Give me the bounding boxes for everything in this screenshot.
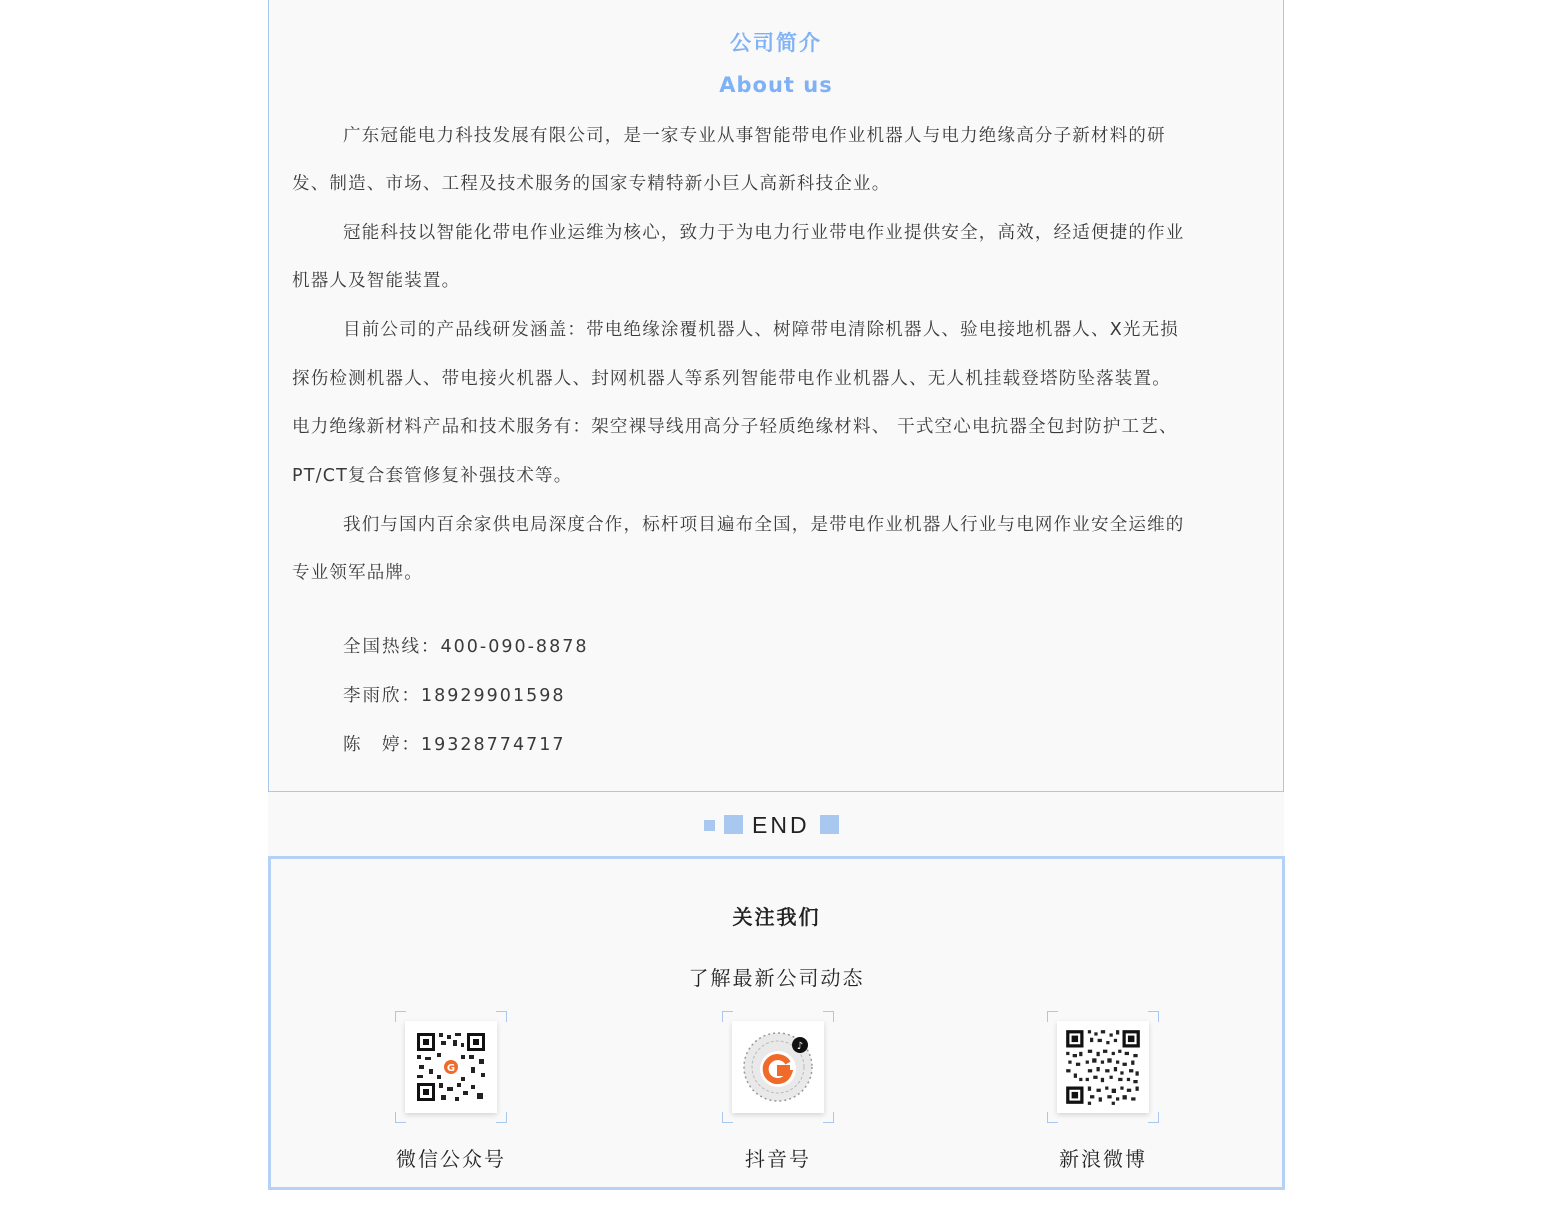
weibo-label[interactable]: 新浪微博 (1059, 1147, 1147, 1171)
svg-text:♪: ♪ (796, 1041, 804, 1052)
wechat-label[interactable]: 微信公众号 (396, 1147, 506, 1171)
decor-square (704, 820, 715, 831)
intro-paragraph-line: 我们与国内百余家供电局深度合作，标杆项目遍布全国，是带电作业机器人行业与电网作业安全运维的 (343, 515, 1185, 535)
company-intro-section (268, 0, 1284, 792)
douyin-label[interactable]: 抖音号 (745, 1147, 811, 1171)
intro-title-english: About us (719, 73, 833, 97)
end-label: END (752, 812, 810, 838)
weibo-qr-code-icon (1057, 1021, 1149, 1113)
wechat-qr-frame[interactable] (395, 1011, 507, 1123)
contact-person: 陈 婷：19328774717 (343, 735, 566, 755)
decor-square (724, 815, 743, 834)
follow-us-section (268, 856, 1285, 1190)
article-column (268, 0, 1284, 1190)
end-divider (268, 808, 1284, 844)
intro-paragraph-line: 广东冠能电力科技发展有限公司，是一家专业从事智能带电作业机器人与电力绝缘高分子新材料的研 (343, 126, 1166, 146)
wechat-qr-code-icon (405, 1021, 497, 1113)
intro-paragraph-line: 探伤检测机器人、带电接火机器人、封网机器人等系列智能带电作业机器人、无人机挂载登塔防坠落装置。 (292, 369, 1171, 389)
douyin-qr-code-icon (732, 1021, 824, 1113)
decor-square (820, 815, 839, 834)
intro-paragraph-line: PT/CT复合套管修复补强技术等。 (292, 466, 573, 486)
intro-paragraph-line: 目前公司的产品线研发涵盖：带电绝缘涂覆机器人、树障带电清除机器人、验电接地机器人、X光无损 (343, 320, 1179, 340)
weibo-qr-frame[interactable] (1047, 1011, 1159, 1123)
contact-hotline: 全国热线：400-090-8878 (343, 637, 589, 657)
intro-paragraph-line: 专业领军品牌。 (292, 563, 423, 583)
intro-paragraph-line: 机器人及智能装置。 (292, 271, 461, 291)
follow-subtitle: 了解最新公司动态 (688, 966, 865, 990)
intro-paragraph-line: 冠能科技以智能化带电作业运维为核心，致力于为电力行业带电作业提供安全，高效，经适便捷的作业 (343, 223, 1185, 243)
svg-text:G: G (446, 1063, 456, 1074)
intro-title: 公司简介 (730, 31, 822, 55)
follow-title: 关注我们 (732, 905, 821, 929)
intro-paragraph-line: 电力绝缘新材料产品和技术服务有：架空裸导线用高分子轻质绝缘材料、 干式空心电抗器全包封防护工艺、 (292, 417, 1178, 437)
contact-person: 李雨欣：18929901598 (343, 686, 566, 706)
intro-paragraph-line: 发、制造、市场、工程及技术服务的国家专精特新小巨人高新科技企业。 (292, 174, 891, 194)
douyin-qr-frame[interactable] (722, 1011, 834, 1123)
